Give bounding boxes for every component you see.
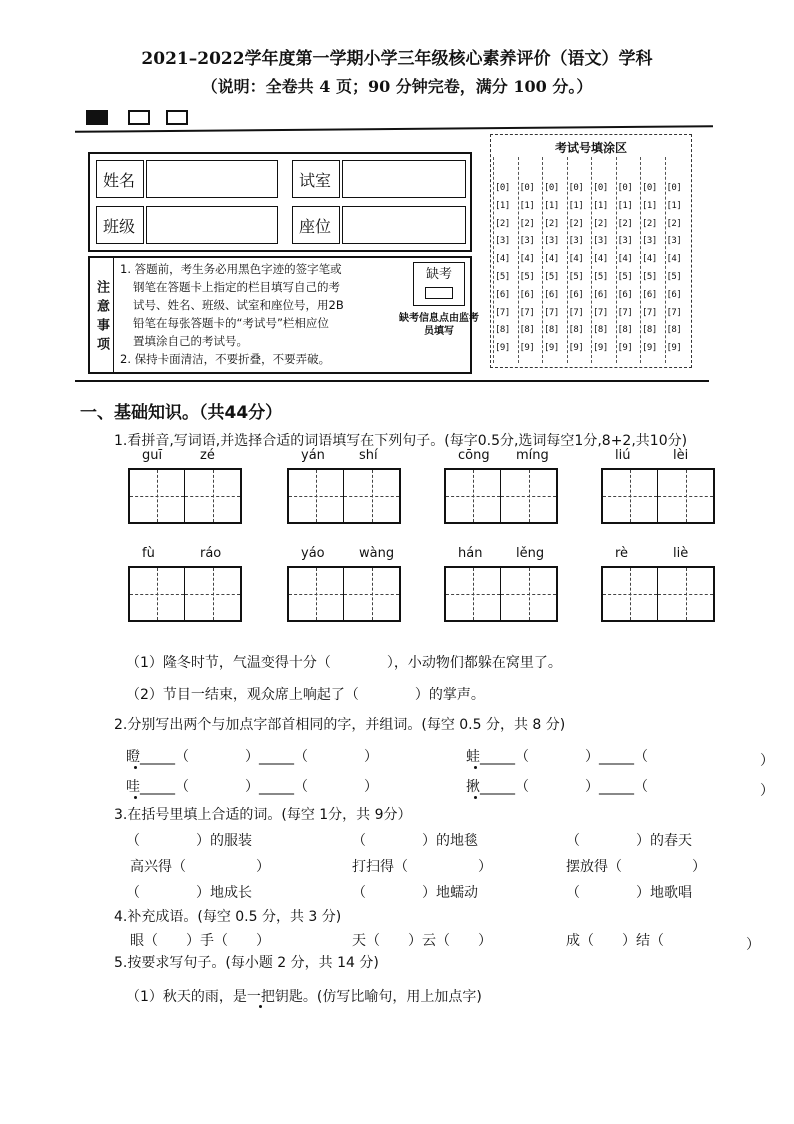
exam-digit-bubble[interactable]: [1] bbox=[495, 200, 510, 211]
pinyin-label: hán bbox=[458, 546, 483, 561]
exam-digit-bubble[interactable]: [7] bbox=[593, 307, 608, 318]
exam-digit-bubble[interactable]: [0] bbox=[495, 183, 510, 193]
exam-digit-bubble[interactable]: [4] bbox=[495, 254, 510, 265]
exam-digit-bubble[interactable]: [0] bbox=[617, 183, 633, 193]
pinyin-label: yáo bbox=[301, 546, 325, 561]
class-field[interactable] bbox=[146, 206, 278, 244]
exam-digit-bubble[interactable]: [1] bbox=[617, 200, 633, 211]
q1-sentence-1: （1）隆冬时节，气温变得十分（ ），小动物们都躲在窝里了。 bbox=[126, 655, 562, 671]
writing-grid bbox=[128, 566, 242, 622]
writing-grid bbox=[601, 468, 715, 524]
emphasis-dot bbox=[134, 766, 137, 769]
pinyin-label: yán bbox=[301, 448, 325, 463]
writing-grid bbox=[444, 566, 558, 622]
exam-digit-bubble[interactable]: [2] bbox=[617, 218, 633, 229]
exam-digit-bubble[interactable]: [8] bbox=[617, 325, 633, 336]
q5-sentence-1: （1）秋天的雨，是一把钥匙。(仿写比喻句，用上加点字) bbox=[126, 989, 482, 1005]
exam-digit-bubble[interactable]: [9] bbox=[617, 343, 633, 354]
writing-cell[interactable] bbox=[658, 470, 713, 522]
exam-digit-bubble[interactable]: [6] bbox=[666, 289, 682, 300]
exam-digit-bubble[interactable]: [6] bbox=[617, 289, 633, 300]
exam-digit-bubble[interactable]: [7] bbox=[544, 307, 559, 318]
note-line: 置填涂自己的考试号。 bbox=[133, 334, 248, 348]
emphasis-dot bbox=[134, 796, 137, 799]
exam-number-zone bbox=[490, 134, 692, 368]
exam-digit-bubble[interactable]: [4] bbox=[593, 254, 608, 265]
writing-grid bbox=[601, 566, 715, 622]
exam-digit-bubble[interactable]: [9] bbox=[495, 343, 510, 354]
exam-digit-bubble[interactable]: [4] bbox=[519, 254, 535, 265]
exam-digit-column bbox=[518, 157, 544, 363]
exam-digit-bubble[interactable]: [6] bbox=[568, 289, 584, 300]
exam-digit-bubble[interactable]: [0] bbox=[593, 183, 608, 193]
exam-digit-bubble[interactable]: [0] bbox=[519, 183, 535, 193]
exam-zone-title: 考试号填涂区 bbox=[554, 141, 627, 155]
page-marker-empty bbox=[128, 110, 150, 125]
exam-digit-bubble[interactable]: [5] bbox=[519, 272, 535, 282]
writing-grid bbox=[287, 566, 401, 622]
exam-digit-bubble[interactable]: [8] bbox=[519, 325, 535, 336]
pinyin-label: zé bbox=[200, 448, 215, 463]
exam-digit-bubble[interactable]: [9] bbox=[568, 343, 584, 354]
exam-digit-bubble[interactable]: [6] bbox=[642, 289, 657, 300]
writing-cell[interactable] bbox=[289, 568, 344, 620]
note-line: 钢笔在答题卡上指定的栏目填写自己的考 bbox=[133, 280, 340, 294]
writing-cell[interactable] bbox=[344, 470, 399, 522]
q2-row1-right: 蛙_____（ ）_____（ bbox=[466, 749, 648, 765]
exam-digit-bubble[interactable]: [6] bbox=[495, 289, 510, 300]
exam-digit-bubble[interactable]: [9] bbox=[519, 343, 535, 354]
exam-digit-bubble[interactable]: [1] bbox=[666, 200, 682, 211]
q3-blank: （ ）地歌唱 bbox=[566, 885, 692, 901]
absent-label: 缺考 bbox=[425, 267, 452, 282]
note-line: 铅笔在每张答题卡的“考试号”栏相应位 bbox=[133, 316, 329, 330]
room-label: 试室 bbox=[299, 171, 332, 190]
exam-digit-column bbox=[640, 157, 666, 363]
exam-digit-bubble[interactable]: [7] bbox=[642, 307, 657, 318]
exam-digit-bubble[interactable]: [5] bbox=[666, 272, 682, 282]
exam-digit-column bbox=[591, 157, 617, 363]
note-line: 1. 答题前，考生务必用黑色字迹的签字笔或 bbox=[120, 262, 342, 276]
pinyin-label: rè bbox=[615, 546, 629, 561]
seat-label-cell bbox=[292, 206, 340, 244]
exam-digit-bubble[interactable]: [2] bbox=[519, 218, 535, 229]
question-1-text: 1.看拼音,写词语,并选择合适的词语填写在下列句子。(每字0.5分,选词每空1分,8+2,共10分) bbox=[114, 433, 688, 449]
q3-blank: （ ）的地毯 bbox=[352, 833, 478, 849]
exam-digit-bubble[interactable]: [5] bbox=[495, 272, 510, 282]
exam-digit-bubble[interactable]: [1] bbox=[642, 200, 657, 211]
exam-digit-bubble[interactable]: [4] bbox=[666, 254, 682, 265]
exam-digit-bubble[interactable]: [0] bbox=[642, 183, 657, 193]
exam-digit-bubble[interactable]: [5] bbox=[568, 272, 584, 282]
q2-row2-left: 哇_____（ ）_____（ ） bbox=[126, 779, 378, 795]
exam-digit-bubble[interactable]: [5] bbox=[642, 272, 657, 282]
exam-digit-bubble[interactable]: [1] bbox=[568, 200, 584, 211]
writing-cell[interactable] bbox=[185, 568, 240, 620]
q4-idiom-2: 天（ ）云（ ） bbox=[352, 933, 492, 949]
notes-side-label: 注意事项 bbox=[90, 258, 114, 372]
exam-digit-bubble[interactable]: [3] bbox=[666, 236, 682, 247]
exam-digit-bubble[interactable]: [3] bbox=[642, 236, 657, 247]
exam-digit-bubble[interactable]: [8] bbox=[642, 325, 657, 336]
q2-row1-left: 瞪_____（ ）_____（ ） bbox=[126, 749, 378, 765]
exam-digit-bubble[interactable]: [8] bbox=[544, 325, 559, 336]
name-label: 姓名 bbox=[103, 171, 136, 190]
writing-cell[interactable] bbox=[603, 568, 658, 620]
pinyin-label: lěng bbox=[516, 546, 545, 561]
name-field[interactable] bbox=[146, 160, 278, 198]
writing-cell[interactable] bbox=[130, 568, 185, 620]
exam-digit-bubble[interactable]: [7] bbox=[666, 307, 682, 318]
page-subtitle: （说明：全卷共 4 页；90 分钟完卷，满分 100 分。） bbox=[201, 77, 593, 96]
q4-idiom-1: 眼（ ）手（ ） bbox=[130, 933, 270, 949]
room-field[interactable] bbox=[342, 160, 466, 198]
class-label: 班级 bbox=[103, 217, 136, 236]
q3-blank: 摆放得（ ） bbox=[566, 859, 706, 875]
emphasis-dot bbox=[474, 796, 477, 799]
section-rule bbox=[75, 380, 709, 382]
absent-box bbox=[413, 262, 465, 306]
writing-cell[interactable] bbox=[130, 470, 185, 522]
exam-digit-bubble[interactable]: [1] bbox=[593, 200, 608, 211]
pinyin-label: wàng bbox=[359, 546, 395, 561]
writing-cell[interactable] bbox=[501, 470, 556, 522]
room-label-cell bbox=[292, 160, 340, 198]
pinyin-label: fù bbox=[142, 546, 155, 561]
question-4-text: 4.补充成语。(每空 0.5 分，共 3 分) bbox=[114, 909, 342, 925]
exam-digit-bubble[interactable]: [8] bbox=[666, 325, 682, 336]
pinyin-label: lèi bbox=[673, 448, 689, 463]
q1-sentence-2: （2）节目一结束，观众席上响起了（ ）的掌声。 bbox=[126, 687, 485, 703]
exam-digit-column bbox=[567, 157, 593, 363]
emphasis-dot bbox=[474, 766, 477, 769]
q3-blank: （ ）地成长 bbox=[126, 885, 252, 901]
exam-digit-bubble[interactable]: [5] bbox=[593, 272, 608, 282]
exam-digit-bubble[interactable]: [0] bbox=[666, 183, 682, 193]
exam-digit-bubble[interactable]: [6] bbox=[519, 289, 535, 300]
exam-digit-bubble[interactable]: [4] bbox=[568, 254, 584, 265]
exam-digit-bubble[interactable]: [3] bbox=[519, 236, 535, 247]
pinyin-label: ráo bbox=[200, 546, 222, 561]
exam-digit-bubble[interactable]: [2] bbox=[666, 218, 682, 229]
writing-cell[interactable] bbox=[603, 470, 658, 522]
note-line: 试号、姓名、班级、试室和座位号，用2B bbox=[133, 298, 344, 312]
q3-blank: 高兴得（ ） bbox=[130, 859, 270, 875]
student-info-box bbox=[88, 152, 472, 252]
exam-digit-bubble[interactable]: [9] bbox=[666, 343, 682, 354]
exam-digit-bubble[interactable]: [9] bbox=[593, 343, 608, 354]
writing-cell[interactable] bbox=[446, 470, 501, 522]
section-title: 一、基础知识。（共44分） bbox=[80, 403, 283, 423]
q3-blank: 打扫得（ ） bbox=[352, 859, 492, 875]
exam-digit-bubble[interactable]: [7] bbox=[519, 307, 535, 318]
exam-digit-column bbox=[542, 157, 568, 363]
exam-digit-bubble[interactable]: [2] bbox=[642, 218, 657, 229]
exam-digit-bubble[interactable]: [3] bbox=[544, 236, 559, 247]
question-2-text: 2.分别写出两个与加点字部首相同的字，并组词。(每空 0.5 分，共 8 分) bbox=[114, 717, 566, 733]
exam-digit-bubble[interactable]: [9] bbox=[544, 343, 559, 354]
writing-cell[interactable] bbox=[446, 568, 501, 620]
page-marker-empty bbox=[166, 110, 188, 125]
header-rule bbox=[75, 125, 713, 133]
q3-blank: （ ）地蠕动 bbox=[352, 885, 478, 901]
absent-note: 缺考信息点由监考员填写 bbox=[399, 313, 479, 337]
name-label-cell bbox=[96, 160, 144, 198]
q4-idiom-3: 成（ ）结（ bbox=[566, 933, 664, 949]
exam-digit-bubble[interactable]: [8] bbox=[495, 325, 510, 336]
exam-digit-bubble[interactable]: [7] bbox=[568, 307, 584, 318]
exam-digit-bubble[interactable]: [8] bbox=[568, 325, 584, 336]
exam-digit-bubble[interactable]: [6] bbox=[544, 289, 559, 300]
note-line: 2. 保持卡面清洁，不要折叠，不要弄破。 bbox=[120, 352, 331, 366]
exam-digit-bubble[interactable]: [4] bbox=[642, 254, 657, 265]
question-5-text: 5.按要求写句子。(每小题 2 分，共 14 分) bbox=[114, 955, 379, 971]
q3-blank: （ ）的服装 bbox=[126, 833, 252, 849]
page-marker-filled bbox=[86, 110, 108, 125]
writing-cell[interactable] bbox=[658, 568, 713, 620]
pinyin-label: guī bbox=[142, 448, 163, 463]
q4-idiom-3-close: ） bbox=[746, 937, 760, 953]
exam-digit-bubble[interactable]: [2] bbox=[568, 218, 584, 229]
absent-checkbox[interactable] bbox=[425, 287, 453, 299]
writing-grid bbox=[444, 468, 558, 524]
seat-field[interactable] bbox=[342, 206, 466, 244]
exam-digit-bubble[interactable]: [3] bbox=[617, 236, 633, 247]
writing-grid bbox=[287, 468, 401, 524]
writing-cell[interactable] bbox=[344, 568, 399, 620]
writing-grid bbox=[128, 468, 242, 524]
exam-digit-bubble[interactable]: [5] bbox=[617, 272, 633, 282]
exam-digit-bubble[interactable]: [1] bbox=[519, 200, 535, 211]
exam-digit-bubble[interactable]: [5] bbox=[544, 272, 559, 282]
exam-digit-bubble[interactable]: [4] bbox=[617, 254, 633, 265]
pinyin-label: liú bbox=[615, 448, 631, 463]
exam-digit-bubble[interactable]: [9] bbox=[642, 343, 657, 354]
seat-label: 座位 bbox=[299, 217, 332, 236]
writing-cell[interactable] bbox=[501, 568, 556, 620]
exam-digit-bubble[interactable]: [3] bbox=[495, 236, 510, 247]
exam-digit-bubble[interactable]: [2] bbox=[593, 218, 608, 229]
exam-digit-bubble[interactable]: [0] bbox=[544, 183, 559, 193]
exam-digit-bubble[interactable]: [8] bbox=[593, 325, 608, 336]
exam-digit-bubble[interactable]: [4] bbox=[544, 254, 559, 265]
pinyin-label: cōng bbox=[458, 448, 490, 463]
class-label-cell bbox=[96, 206, 144, 244]
pinyin-label: shí bbox=[359, 448, 378, 463]
q3-blank: （ ）的春天 bbox=[566, 833, 692, 849]
exam-digit-bubble[interactable]: [2] bbox=[495, 218, 510, 229]
question-3-text: 3.在括号里填上合适的词。(每空 1分，共 9分） bbox=[114, 807, 412, 823]
exam-digit-bubble[interactable]: [0] bbox=[568, 183, 584, 193]
emphasis-dot bbox=[259, 1005, 262, 1008]
writing-cell[interactable] bbox=[289, 470, 344, 522]
exam-digit-bubble[interactable]: [7] bbox=[495, 307, 510, 318]
q2-row2-right: 揪_____（ ）_____（ bbox=[466, 779, 648, 795]
exam-digit-bubble[interactable]: [3] bbox=[593, 236, 608, 247]
exam-digit-bubble[interactable]: [3] bbox=[568, 236, 584, 247]
pinyin-label: míng bbox=[516, 448, 549, 463]
page-title: 2021–2022学年度第一学期小学三年级核心素养评价（语文）学科 bbox=[141, 49, 653, 69]
q2-row2-close: ） bbox=[760, 783, 774, 799]
exam-digit-bubble[interactable]: [1] bbox=[544, 200, 559, 211]
exam-digit-bubble[interactable]: [7] bbox=[617, 307, 633, 318]
writing-cell[interactable] bbox=[185, 470, 240, 522]
exam-digit-column bbox=[616, 157, 642, 363]
exam-digit-bubble[interactable]: [6] bbox=[593, 289, 608, 300]
exam-digit-column bbox=[493, 157, 519, 363]
exam-digit-column bbox=[665, 157, 691, 363]
exam-digit-bubble[interactable]: [2] bbox=[544, 218, 559, 229]
pinyin-label: liè bbox=[673, 546, 689, 561]
q2-row1-close: ） bbox=[760, 753, 774, 769]
